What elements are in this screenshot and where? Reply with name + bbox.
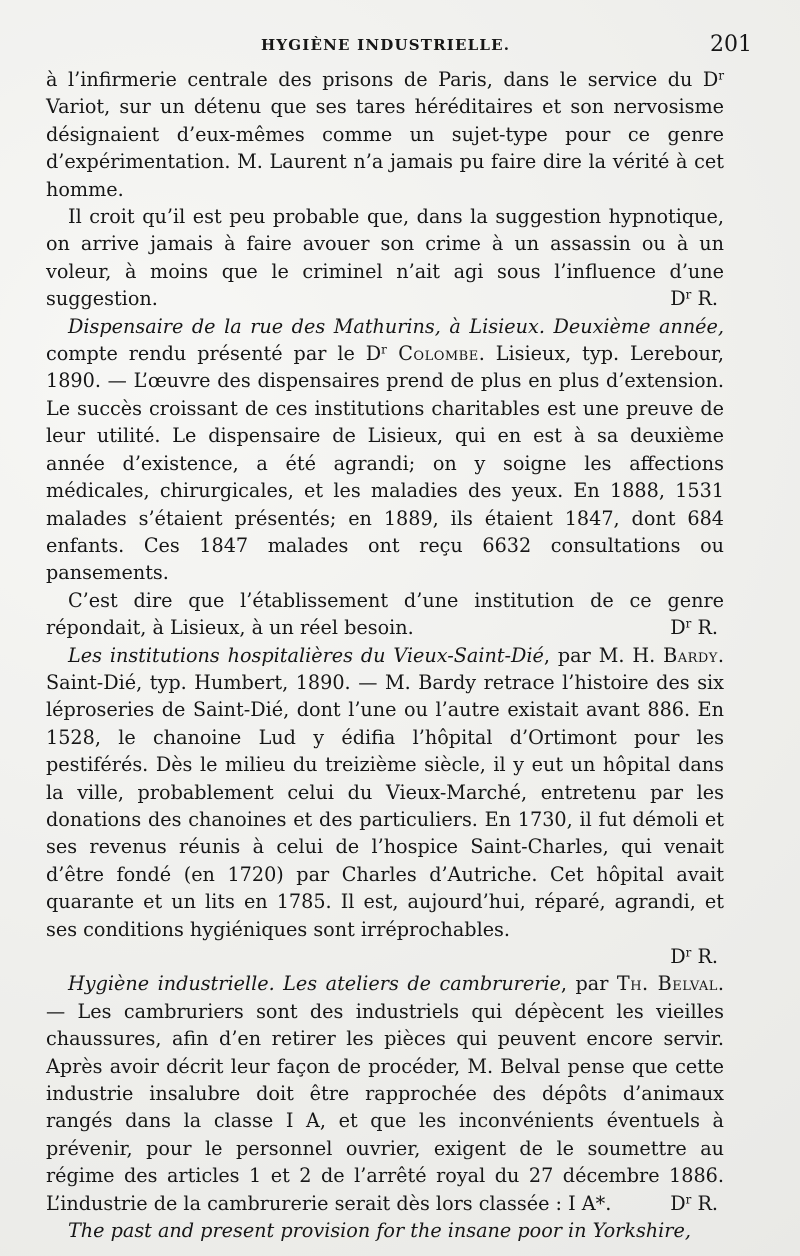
review-author: Th. Belval [616, 972, 718, 996]
review-author: Colombe [386, 342, 479, 366]
paragraph-besoin: C’est dire que l’établissement d’une institution de ce genre répondait, à Lisieux, à un réel besoin. $D^r$ R. [46, 587, 724, 642]
signature: $D^r$ R. [670, 616, 718, 640]
text-column [46, 66, 724, 1244]
review-title: Hygiène industrielle. Les ateliers de cambrurerie [68, 972, 561, 996]
running-title: HYGIÈNE INDUSTRIELLE. [261, 36, 511, 54]
review-cambrurerie: Hygiène industrielle. Les ateliers de cambrurerie, par Th. Belval. — Les cambruriers sont des industriels qui dépècent les vieilles chaussures, afin d’en retirer les pièces qui peuvent encore servir. Après avoir décrit leur façon de procéder, M. Belval pense que cette industrie insalubre doit être rapprochée des dépôts d’animaux rangés dans la classe I A, et que les inconvénients éventuels à prévenir, pour le personnel ouvrier, exigent de le soumettre au régime des articles 1 et 2 de l’arrêté royal du 27 décembre 1886. L’industrie de la cambrurerie serait dès lors classée : I A*. $D^r$ R. [46, 970, 724, 1217]
review-title: Les institutions hospitalières du Vieux-Saint-Dié [68, 643, 544, 667]
paragraph-continued: à l’infirmerie centrale des prisons de Paris, dans le service du $D^r$ Variot, sur un détenu que ses tares héréditaires et son nervosisme désignaient d’eux-mêmes comme un sujet-type pour ce genre d’expérimentation. M. Laurent n’a jamais pu faire dire la vérité à cet homme. [46, 68, 724, 201]
review-saint-die: Les institutions hospitalières du Vieux-Saint-Dié, par M. H. Bardy. Saint-Dié, typ. Humbert, 1890. — M. Bardy retrace l’histoire des six léproseries de Saint-Dié, dont l’une ou l’autre existait avant 886. En 1528, le chanoine Lud y édifia l’hôpital d’Ortimont pour les pestiférés. Dès le milieu du treizième siècle, il y eut un hôpital dans la ville, probablement celui du Vieux-Marché, entretenu par les donations des chanoines et des particuliers. En 1730, il fut démoli et ses revenus réunis à celui de l’hospice Saint-Charles, qui venait d’être fondé (en 1720) par Charles d’Autriche. Cet hôpital avait quarante et un lits en 1785. Il est, aujourd’hui, réparé, agrandi, et ses conditions hygiéniques sont irréprochables. [46, 643, 724, 941]
paragraph-suggestion: Il croit qu’il est peu probable que, dans la suggestion hypnotique, on arrive jamais à faire avouer son crime à un assassin ou à un voleur, à moins que le criminel n’ait agi sous l’influence d’une suggestion. $D^r$ R. [46, 203, 724, 313]
review-title: Dispensaire de la rue des Mathurins, à Lisieux. Deuxième année, [68, 314, 724, 338]
signature: $D^r$ R. [670, 1191, 718, 1215]
running-head [46, 30, 754, 64]
signature: $D^r$ R. [670, 287, 718, 311]
review-title: The past and present provision for the insane poor in Yorkshire, [68, 1219, 691, 1243]
page-number: 201 [710, 32, 752, 57]
review-author: Bardy [663, 643, 718, 667]
review-yorkshire [46, 1217, 724, 1244]
signature: $D^r$ R. [670, 945, 718, 968]
review-dispensaire: Dispensaire de la rue des Mathurins, à Lisieux. Deuxième année, compte rendu présenté par le $D^r$ Colombe. Lisieux, typ. Lerebour, 1890. — L’œuvre des dispensaires prend de plus en plus d’extension. Le succès croissant de ces institutions charitables est une preuve de leur utilité. Le dispensaire de Lisieux, qui en est à sa deuxième année d’existence, a été agrandi; on y soigne les affections médicales, chirurgicales, et les maladies des yeux. En 1888, 1531 malades s’étaient présentés; en 1889, ils étaient 1847, dont 684 enfants. Ces 1847 malades ont reçu 6632 consultations ou pansements. [46, 314, 724, 585]
